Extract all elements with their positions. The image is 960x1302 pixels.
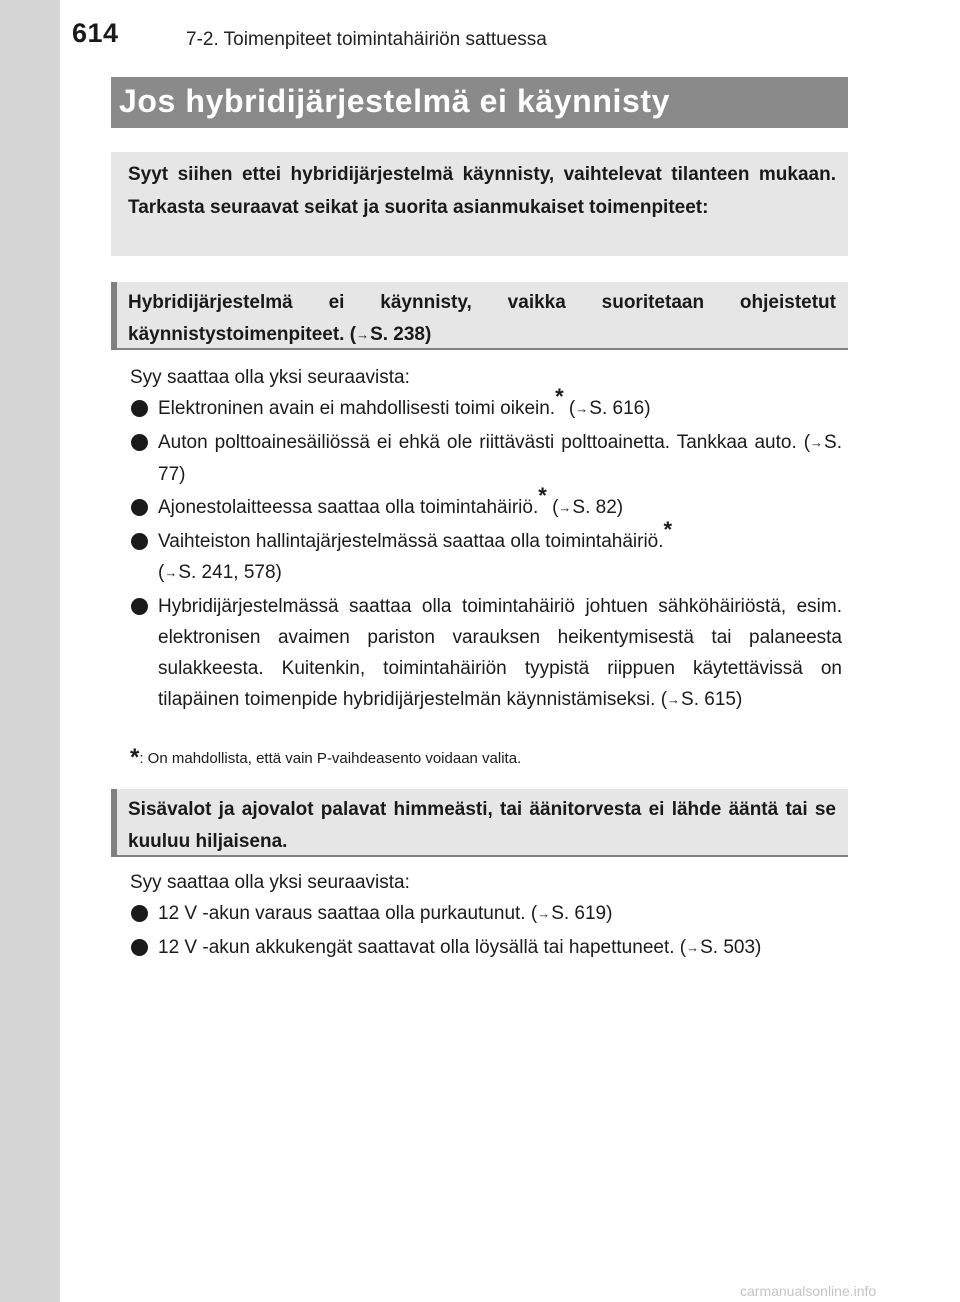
list-item: 12 V -akun akkukengät saattavat olla löysällä tai hapettuneet. (→S. 503) [130,932,842,964]
asterisk-icon: * [663,516,673,542]
intro-text: Syyt siihen ettei hybridijärjestelmä käynnisty, vaihtelevat tilanteen mukaan. Tarkasta seuraavat seikat ja suorita asianmukaiset toimenpiteet: [128,164,836,218]
side-tab-strip [0,0,60,1302]
section-heading-1 [111,282,848,350]
section-heading-2 [111,789,848,857]
page-reference-link[interactable]: S. 615) [681,689,743,710]
bullet-icon [131,598,148,615]
cause-lead-text-2: Syy saattaa olla yksi seuraavista: [130,872,410,893]
page-number: 614 [72,18,119,48]
cause-lead-text-1: Syy saattaa olla yksi seuraavista: [130,367,410,388]
bullet-icon [131,533,148,550]
page-reference-link[interactable]: S. 503) [700,937,762,958]
page-header [60,0,960,60]
arrow-right-icon: → [356,327,370,342]
page-title: Jos hybridijärjestelmä ei käynnisty [119,83,671,119]
arrow-right-icon: → [686,940,700,955]
arrow-right-icon: → [558,500,572,515]
list-item: Vaihteiston hallintajärjestelmässä saattaa olla toimintahäiriö.* (→S. 241, 578) [130,526,842,589]
cause-list-1 [130,383,842,718]
page-title-band [111,77,848,128]
bullet-icon [131,905,148,922]
arrow-right-icon: → [667,692,681,707]
page-reference-link[interactable]: S. 241, 578) [178,562,282,583]
section-breadcrumb: 7-2. Toimenpiteet toimintahäiriön sattuessa [186,29,547,50]
list-item: Elektroninen avain ei mahdollisesti toimi oikein.* (→S. 616) [130,393,842,425]
section-heading-1-text: Hybridijärjestelmä ei käynnisty, vaikka suoritetaan ohjeistetut käynnistystoimenpiteet. (→S. 238) [128,292,836,345]
arrow-right-icon: → [810,435,824,450]
intro-box [111,152,848,256]
list-item: Auton polttoainesäiliössä ei ehkä ole riittävästi polttoainetta. Tankkaa auto. (→S. 77) [130,427,842,490]
page-reference-link[interactable]: S. 619) [551,903,613,924]
page-reference-link[interactable]: S. 82) [572,497,624,518]
bullet-icon [131,939,148,956]
list-item: Hybridijärjestelmässä saattaa olla toimintahäiriö johtuen sähköhäiriöstä, esim. elektronisen avaimen pariston varauksen heikentymisestä tai palaneesta sulakkeesta. Kuitenkin, toimintahäiriön tyypistä riippuen käytettävissä on tilapäinen toimenpide hybridijärjestelmän käynnistämiseksi. (→S. 615) [130,591,842,716]
list-item: Ajonestolaitteessa saattaa olla toimintahäiriö.* (→S. 82) [130,492,842,524]
asterisk-icon: * [538,482,547,508]
arrow-right-icon: → [575,401,589,416]
watermark: carmanualsonline.info [740,1283,877,1299]
page-reference-link[interactable]: S. 616) [589,398,651,419]
page-reference-link[interactable]: S. 238) [370,324,432,345]
bullet-icon [131,499,148,516]
bullet-icon [131,434,148,451]
section-heading-2-text: Sisävalot ja ajovalot palavat himmeästi, tai äänitorvesta ei lähde ääntä tai se kuuluu hiljaisena. [128,799,836,852]
footnote: *: On mahdollista, että vain P-vaihdeasento voidaan valita. [130,744,522,771]
asterisk-icon: * [130,744,140,771]
page-reference-link[interactable]: S. 77) [158,432,842,485]
bullet-icon [131,400,148,417]
arrow-right-icon: → [537,906,551,921]
cause-list-2 [130,898,842,966]
asterisk-icon: * [555,383,564,409]
list-item: 12 V -akun varaus saattaa olla purkautunut. (→S. 619) [130,898,842,930]
arrow-right-icon: → [164,565,178,580]
